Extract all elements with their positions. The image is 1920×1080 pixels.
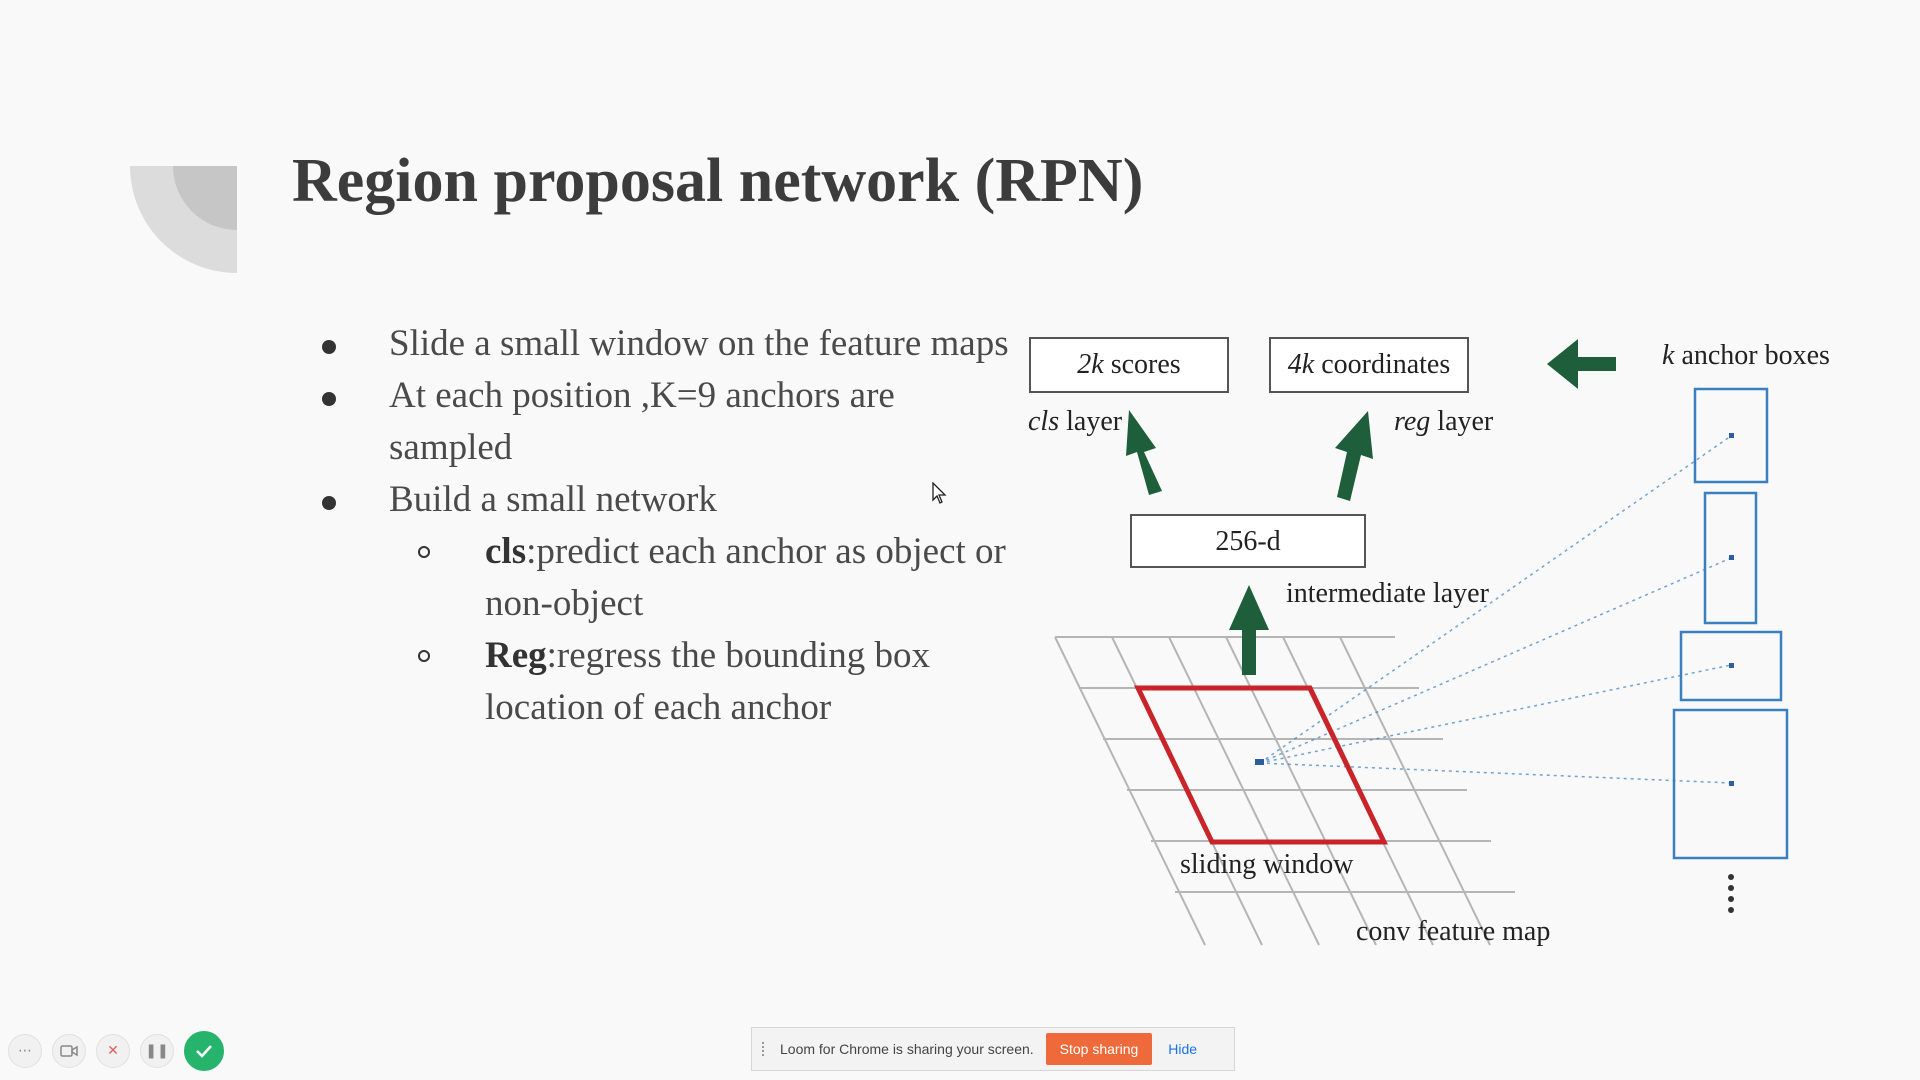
arrow-to-intermediate-icon <box>1229 585 1269 675</box>
reg-layer-label: reg layer <box>1394 406 1494 437</box>
bullet-text: Slide a small window on the feature maps <box>389 323 1009 364</box>
arrow-to-cls-icon <box>1126 410 1162 495</box>
more-icon[interactable]: ⋯ <box>8 1034 42 1068</box>
intermediate-box-label: 256-d <box>1215 526 1281 557</box>
feature-map-label: conv feature map <box>1356 916 1551 947</box>
bullet-dot <box>322 340 336 354</box>
anchor-centers <box>1729 433 1734 786</box>
coordinates-label: 4k coordinates <box>1287 349 1451 380</box>
bullet-item <box>310 318 1010 370</box>
drag-handle-icon[interactable] <box>762 1042 768 1056</box>
arrow-left-icon <box>1547 339 1616 389</box>
stop-sharing-button[interactable]: Stop sharing <box>1046 1033 1153 1065</box>
bullet-text: Build a small network <box>389 479 717 520</box>
close-icon[interactable]: ✕ <box>96 1034 130 1068</box>
hide-button[interactable]: Hide <box>1162 1040 1203 1058</box>
cls-layer-label: cls layer <box>1028 406 1123 437</box>
sub-bullet-text: :regress the bounding box location of each anchor <box>485 635 930 728</box>
sub-bullet-term: Reg <box>485 635 547 676</box>
sub-bullet-term: cls <box>485 531 527 572</box>
scores-label: 2k scores <box>1077 349 1181 380</box>
slide-decoration <box>130 166 237 273</box>
sub-bullet-ring <box>418 546 430 558</box>
sub-bullet-ring <box>418 650 430 662</box>
bullet-text: At each position ,K=9 anchors are sampled <box>389 375 895 468</box>
screen-share-bar <box>751 1027 1235 1071</box>
bullet-dot <box>322 496 336 510</box>
bullet-dot <box>322 392 336 406</box>
bullet-item <box>310 474 1010 526</box>
recorder-controls <box>8 1031 224 1071</box>
bullet-item <box>310 370 1010 474</box>
anchor-boxes <box>1674 389 1787 858</box>
camera-icon[interactable] <box>52 1034 86 1068</box>
pause-icon[interactable]: ❚❚ <box>140 1034 174 1068</box>
intermediate-layer-label: intermediate layer <box>1286 578 1489 609</box>
rpn-diagram <box>1000 310 1860 950</box>
feature-map-grid <box>1055 637 1515 945</box>
slide-title: Region proposal network (RPN) <box>292 147 1144 215</box>
more-anchors-ellipsis-icon <box>1728 874 1734 913</box>
check-icon[interactable] <box>184 1031 224 1071</box>
share-message: Loom for Chrome is sharing your screen. <box>780 1041 1034 1057</box>
sub-bullet-text: :predict each anchor as object or non-object <box>485 531 1006 624</box>
mouse-cursor-icon <box>932 482 948 506</box>
anchor-boxes-label: k anchor boxes <box>1662 340 1830 371</box>
sub-bullet-item <box>310 630 1010 734</box>
arrow-to-reg-icon <box>1335 411 1373 501</box>
sub-bullet-item <box>310 526 1010 630</box>
bullet-list <box>310 318 1010 734</box>
window-center-dot <box>1255 759 1264 765</box>
sliding-window-label: sliding window <box>1180 849 1354 880</box>
